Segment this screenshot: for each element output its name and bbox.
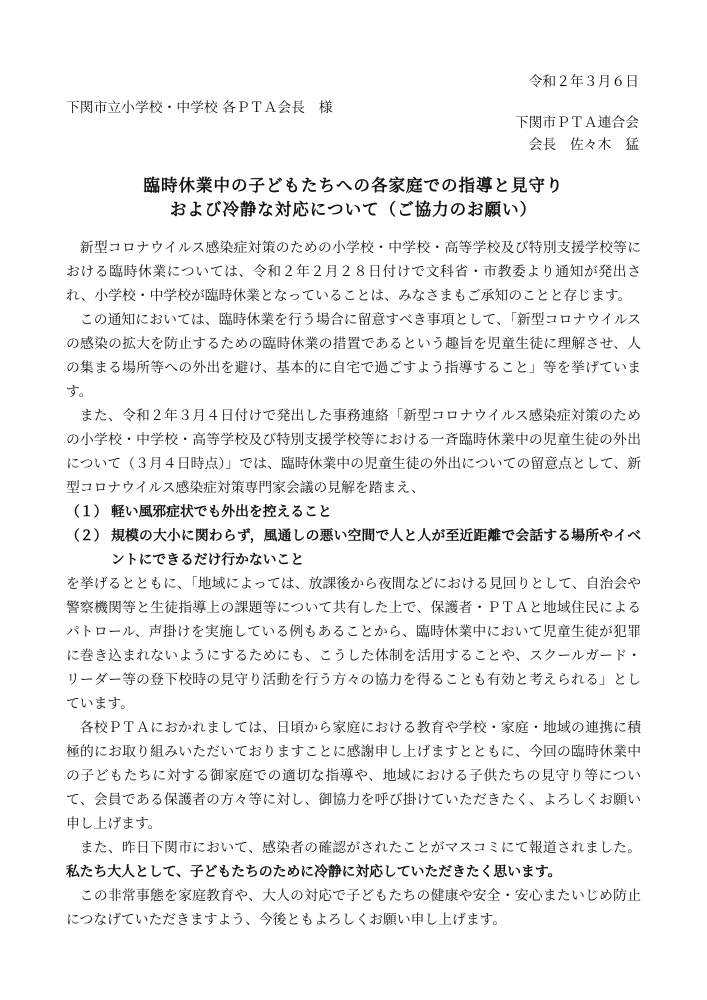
list-item xyxy=(66,500,641,524)
list-item xyxy=(66,524,641,572)
title-line-1: 臨時休業中の子どもたちへの各家庭での指導と見守り xyxy=(143,176,564,195)
sender-organization: 下関市ＰＴＡ連合会 xyxy=(514,115,639,131)
sender-name: 会長 佐々木 猛 xyxy=(528,137,639,153)
paragraph-2: この通知においては、臨時休業を行う場合に留意すべき事項として、「新型コロナウイルスの感染の拡大を防止するための臨時休業の措置であるという趣旨を児童生徒に理解させ、人の集まる場所等への外出を避け、基本的に自宅で過ごすよう指導すること」等を挙げています。 xyxy=(66,312,641,400)
paragraph-7: この非常事態を家庭教育や、大人の対応で子どもたちの健康や安全・安心またいじめ防止につなげていただきますよう、今後ともよろしくお願い申し上げます。 xyxy=(66,888,641,928)
list-item-number: （２） xyxy=(66,528,108,544)
recipient-line: 下関市立小学校・中学校 各ＰＴＡ会長 様 xyxy=(66,100,333,116)
paragraph-3: また、令和２年３月４日付けで発出した事務連絡「新型コロナウイルス感染症対策のための小学校・中学校・高等学校及び特別支援学校等における一斉臨時休業中の児童生徒の外出について（３月４日時点）」では、臨時休業中の児童生徒の外出についての留意点として、新型コロナウイルス感染症対策専門家会議の見解を踏まえ、 xyxy=(66,408,641,496)
list-item-number: （１） xyxy=(66,504,108,520)
paragraph-6-emphasis: 私たち大人として、子どもたちのために冷静に対応していただきたく思います。 xyxy=(66,864,562,880)
issue-date: 令和２年３月６日 xyxy=(528,74,639,90)
paragraph-1: 新型コロナウイルス感染症対策のための小学校・中学校・高等学校及び特別支援学校等における臨時休業については、令和２年２月２８日付けで文科省・市教委より通知が発出され、小学校・中学校が臨時休業となっていることは、みなさまもご承知のことと存じます。 xyxy=(66,240,641,304)
title-line-2: および冷静な対応について（ご協力のお願い） xyxy=(169,200,538,219)
list-item-text: 規模の大小に関わらず，風通しの悪い空間で人と人が至近距離で会話する場所やイベントにできるだけ行かないこと xyxy=(111,528,641,568)
sender-block xyxy=(515,112,639,156)
paragraph-6 xyxy=(66,836,641,884)
paragraph-6-text: また、昨日下関市において、感染者の確認がされたことがマスコミにて報道されました。 xyxy=(79,840,641,856)
paragraph-5: 各校ＰＴＡにおかれましては、日頃から家庭における教育や学校・家庭・地域の連携に積極的にお取り組みいただいておりますことに感謝申し上げますとともに、今回の臨時休業中の子どもたちに対する御家庭での適切な指導や、地域における子供たちの見守り等について、会員である保護者の方々等に対し、御協力を呼び掛けていただきたく、よろしくお願い申し上げます。 xyxy=(66,720,641,832)
document-title xyxy=(0,174,707,222)
document-body xyxy=(66,236,641,932)
paragraph-4: を挙げるとともに、「地域によっては、放課後から夜間などにおける見回りとして、自治会や警察機関等と生徒指導上の課題等について共有した上で、保護者・ＰＴＡと地域住民によるパトロール、声掛けを実施している例もあることから、臨時休業中において児童生徒が犯罪に巻き込まれないようにするためにも、こうした体制を活用することや、スクールガード・リーダー等の登下校時の見守り活動を行う方々の協力を得ることも有効と考えられる」としています。 xyxy=(66,576,641,712)
list-item-text: 軽い風邪症状でも外出を控えること xyxy=(111,504,332,520)
